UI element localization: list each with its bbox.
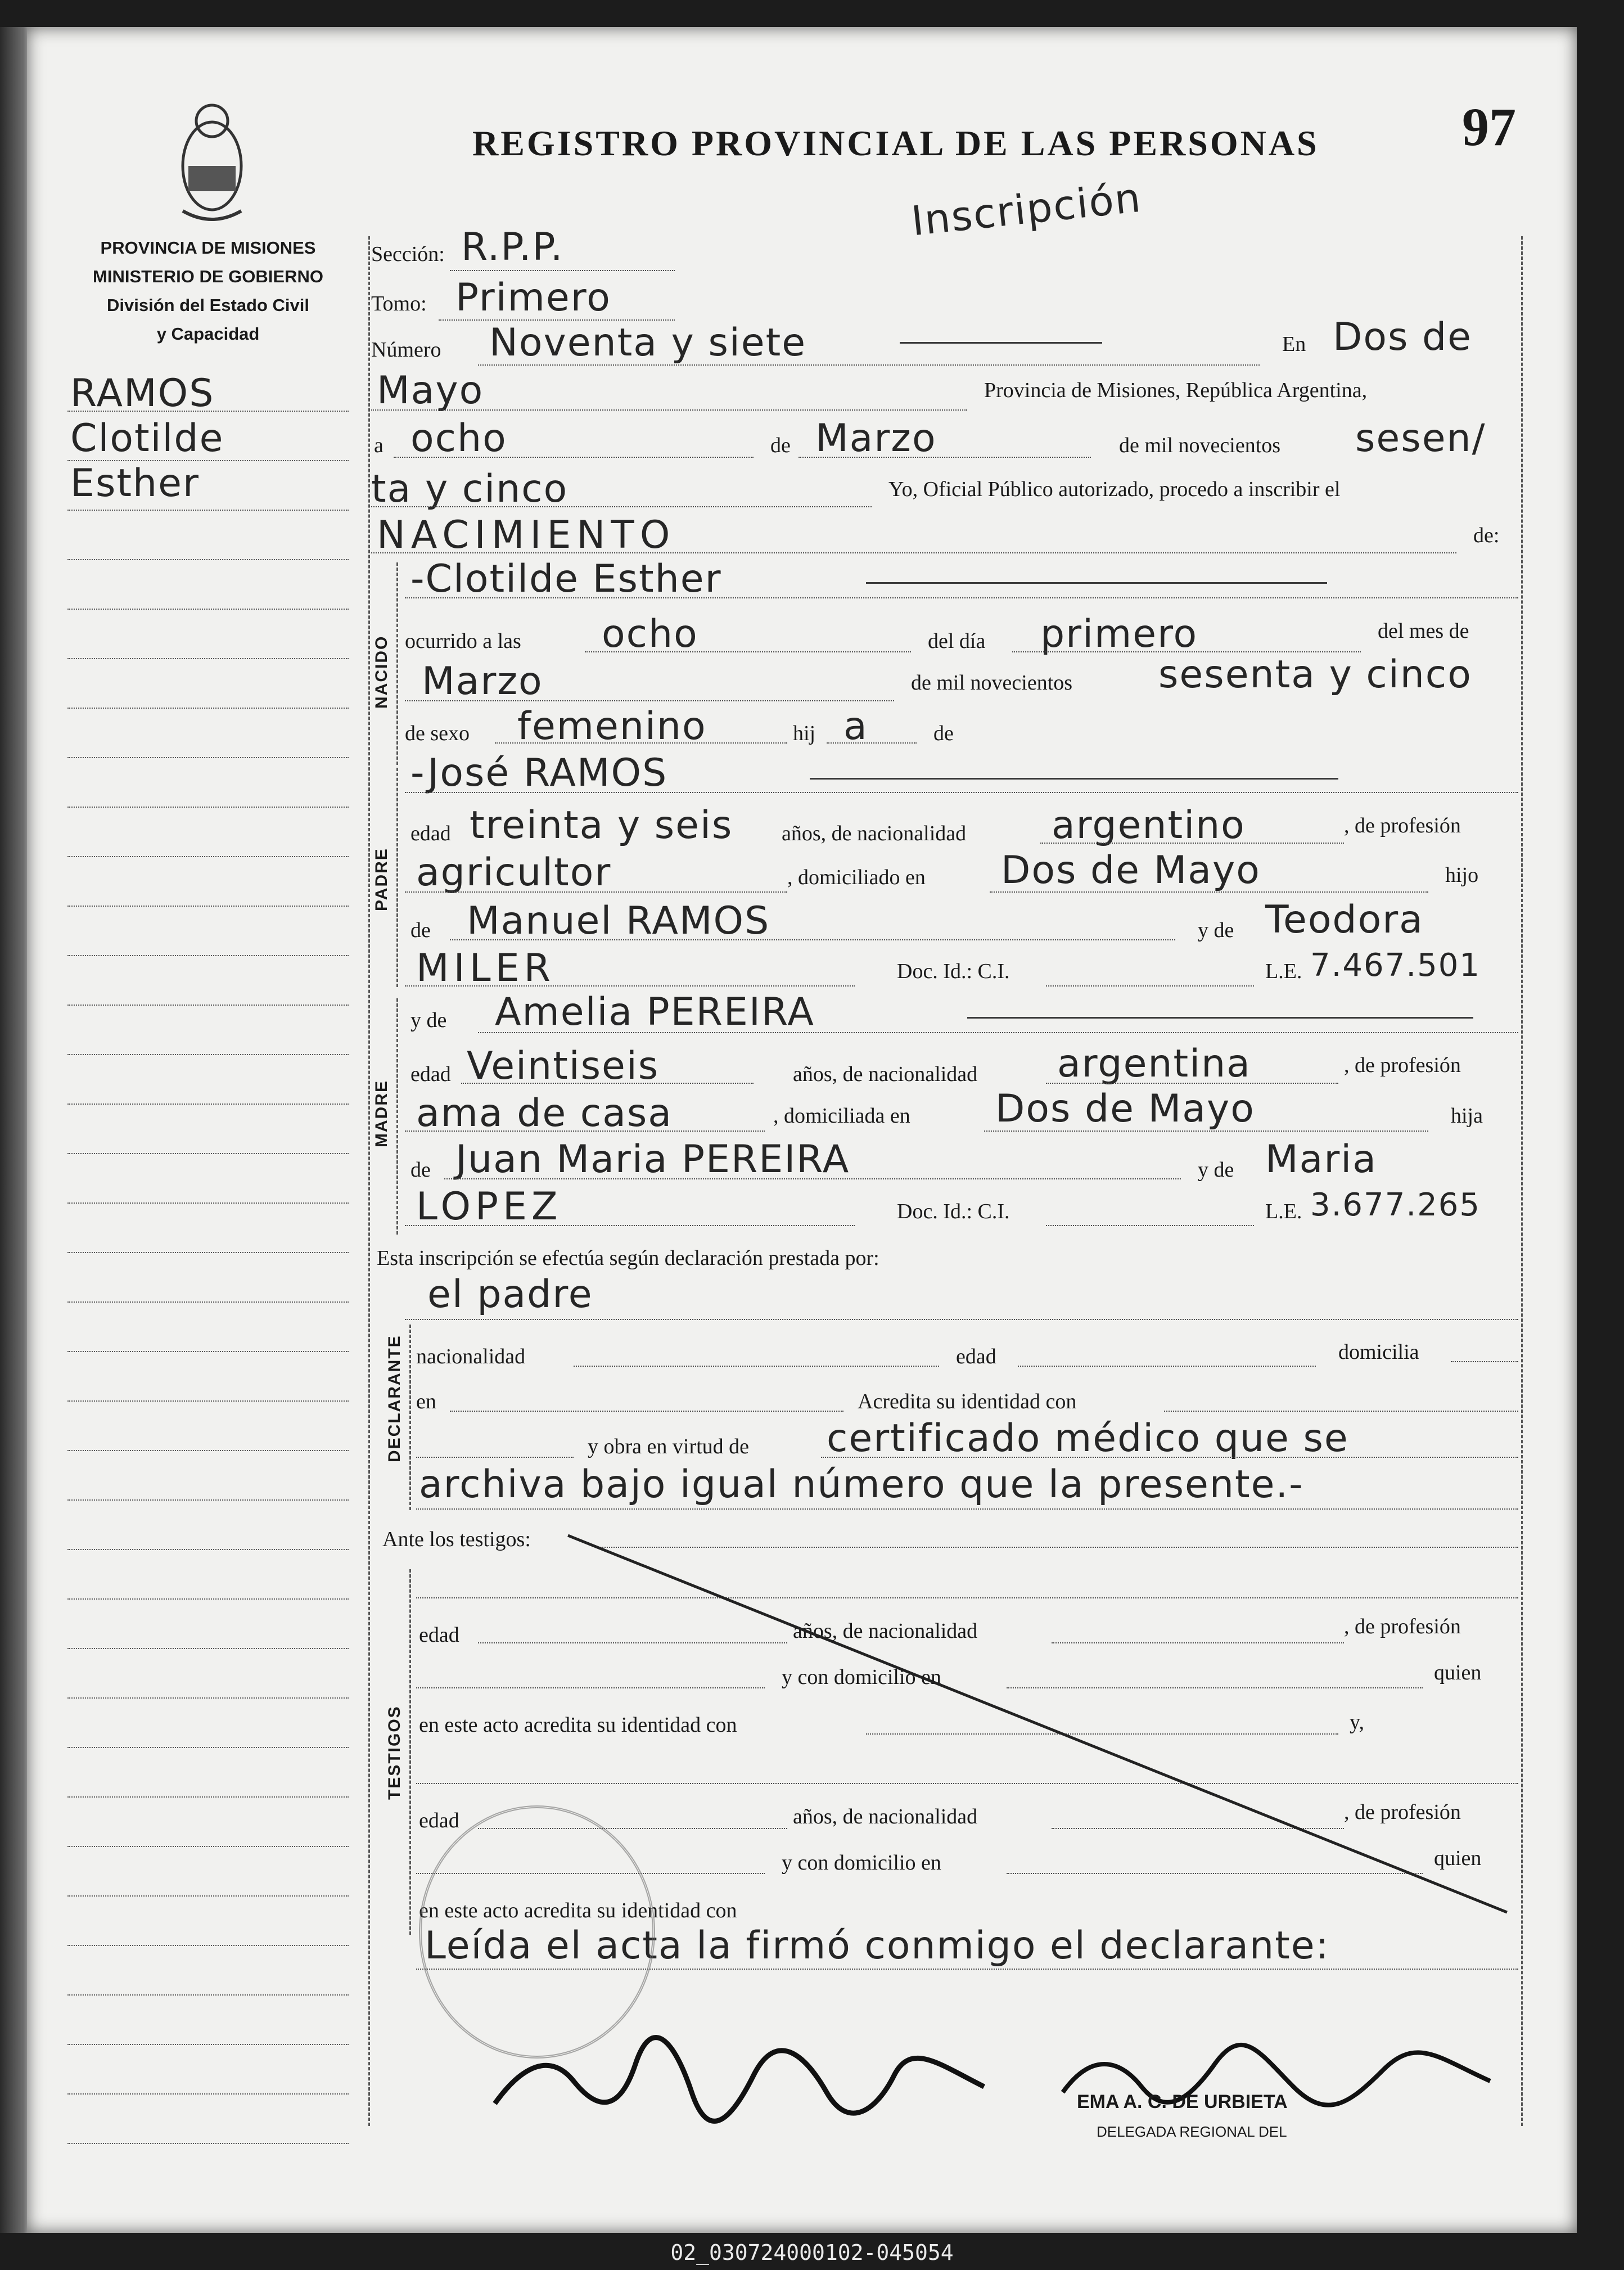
lugar-line bbox=[371, 409, 967, 411]
org-ministry: MINISTERIO DE GOBIERNO bbox=[93, 267, 323, 286]
abuela-pat-value-1: Teodora bbox=[1265, 898, 1424, 942]
t1-prof-label: , de profesión bbox=[1344, 1615, 1461, 1638]
padre-edad-label: edad bbox=[410, 822, 451, 845]
acto-value: NACIMIENTO bbox=[377, 513, 676, 557]
margin-ruled-line bbox=[67, 559, 349, 560]
testigos-divider bbox=[409, 1569, 411, 1935]
padre-domiciliado-label: , domiciliado en bbox=[787, 866, 926, 889]
domicilia-line bbox=[1451, 1361, 1518, 1362]
declarante-value: el padre bbox=[427, 1272, 593, 1317]
t2-edad-label: edad bbox=[419, 1809, 459, 1832]
nombre-line bbox=[405, 597, 1518, 598]
yo-label: Yo, Oficial Público autorizado, procedo a inscribir el bbox=[888, 478, 1341, 501]
abuelo-pat-value: Manuel RAMOS bbox=[467, 899, 770, 943]
abuela-mat-y-de-label: y de bbox=[1198, 1158, 1234, 1182]
anio-nac-value: sesenta y cinco bbox=[1158, 652, 1472, 697]
madre-docid-label: Doc. Id.: C.I. bbox=[897, 1200, 1010, 1223]
virtud-value-1: certificado médico que se bbox=[827, 1416, 1349, 1461]
margin-ruled-line bbox=[67, 955, 349, 956]
madre-side-label: MADRE bbox=[372, 1080, 391, 1147]
abuela-pat-value-2: MILER bbox=[416, 946, 555, 990]
padre-docid-label: Doc. Id.: C.I. bbox=[897, 960, 1010, 983]
t2-anios-label: años, de nacionalidad bbox=[793, 1805, 978, 1828]
t1-anios-label: años, de nacionalidad bbox=[793, 1619, 978, 1643]
margin-ruled-line bbox=[67, 658, 349, 659]
nacido-side-label: NACIDO bbox=[372, 635, 391, 709]
acto-line bbox=[371, 552, 1456, 553]
del-dia-label: del día bbox=[928, 629, 986, 653]
margin-ruled-line bbox=[67, 807, 349, 808]
dia-nac-value: primero bbox=[1040, 612, 1198, 656]
madre-le-value: 3.677.265 bbox=[1310, 1187, 1481, 1223]
margin-ruled-line bbox=[67, 1450, 349, 1451]
decl-en-line bbox=[450, 1411, 843, 1412]
margin-ruled-line bbox=[67, 411, 349, 412]
dia-value: ocho bbox=[410, 416, 507, 461]
decl-en-label: en bbox=[416, 1390, 436, 1413]
anio-line bbox=[371, 506, 872, 507]
anio-value-1: sesen/ bbox=[1355, 416, 1486, 461]
official-role: DELEGADA REGIONAL DEL bbox=[1097, 2123, 1287, 2140]
madre-ci-line bbox=[1046, 1225, 1254, 1226]
margin-firstname: Clotilde bbox=[70, 416, 224, 461]
hij-suffix-value: a bbox=[843, 704, 868, 749]
padre-profesion-label: , de profesión bbox=[1344, 814, 1461, 837]
abuelo-mat-line bbox=[444, 1178, 1181, 1179]
decl-edad-label: edad bbox=[956, 1345, 996, 1368]
abuelo-mat-value: Juan Maria PEREIRA bbox=[455, 1137, 850, 1182]
hija-label: hija bbox=[1451, 1104, 1483, 1128]
madre-prof-value: ama de casa bbox=[416, 1091, 673, 1136]
numero-value: Noventa y siete bbox=[489, 321, 807, 365]
margin-ruled-line bbox=[67, 1202, 349, 1204]
margin-ruled-line bbox=[67, 1747, 349, 1748]
nacido-divider bbox=[396, 562, 398, 765]
hij-line bbox=[827, 742, 917, 744]
margin-ruled-line bbox=[67, 1054, 349, 1055]
margin-ruled-line bbox=[67, 1252, 349, 1253]
margin-middlename: Esther bbox=[70, 461, 200, 506]
madre-anios-label: años, de nacionalidad bbox=[793, 1062, 978, 1086]
inscripcion-label: Esta inscripción se efectúa según declaración prestada por: bbox=[377, 1246, 879, 1270]
crossed-out-mark bbox=[562, 1530, 1518, 1918]
t1-y-label: y, bbox=[1350, 1710, 1365, 1734]
padre-edad-value: treinta y seis bbox=[470, 803, 733, 848]
lugar-value: Mayo bbox=[377, 368, 484, 413]
mes-value: Marzo bbox=[815, 416, 937, 461]
padre-ci-line bbox=[1046, 985, 1254, 987]
padre-le-label: L.E. bbox=[1265, 960, 1302, 983]
margin-ruled-line bbox=[67, 1598, 349, 1600]
madre-edad-label: edad bbox=[410, 1062, 451, 1086]
en-label: En bbox=[1282, 332, 1306, 356]
decl-edad-line bbox=[1018, 1366, 1316, 1367]
margin-ruled-line bbox=[67, 2044, 349, 2045]
madre-edad-line bbox=[461, 1083, 754, 1084]
issuing-organization bbox=[62, 233, 354, 348]
org-province: PROVINCIA DE MISIONES bbox=[100, 238, 316, 258]
madre-profesion-label: , de profesión bbox=[1344, 1053, 1461, 1077]
tomo-label: Tomo: bbox=[371, 292, 427, 316]
abuela-mat-line bbox=[405, 1225, 855, 1226]
official-seal-stamp bbox=[419, 1805, 655, 2059]
cierre-value: Leída el acta la firmó conmigo el declarante: bbox=[425, 1924, 1330, 1968]
nacionalidad-label: nacionalidad bbox=[416, 1345, 526, 1368]
t1-domicilio-label: y con domicilio en bbox=[782, 1665, 941, 1689]
abuela-pat-line bbox=[405, 985, 855, 987]
padre-le-value: 7.467.501 bbox=[1310, 947, 1481, 984]
margin-ruled-line bbox=[67, 1153, 349, 1154]
padre-prof-value: agricultor bbox=[416, 850, 612, 895]
sexo-value: femenino bbox=[517, 704, 707, 749]
margin-ruled-line bbox=[67, 2143, 349, 2144]
abuela-mat-value-1: Maria bbox=[1265, 1137, 1377, 1182]
coat-of-arms-emblem bbox=[172, 98, 253, 228]
virtud-line-1 bbox=[821, 1457, 1518, 1458]
margin-ruled-line bbox=[67, 1549, 349, 1550]
seccion-label: Sección: bbox=[371, 242, 445, 266]
provincia-label: Provincia de Misiones, República Argentina, bbox=[984, 379, 1368, 402]
org-division: División del Estado Civil bbox=[106, 295, 310, 315]
mes-nac-value: Marzo bbox=[422, 659, 543, 704]
padre-side-label: PADRE bbox=[372, 848, 391, 911]
de-hij-label: de bbox=[933, 722, 954, 745]
margin-ruled-line bbox=[67, 1796, 349, 1798]
abuelo-mat-de-label: de bbox=[410, 1158, 431, 1182]
mil-novecientos-label: de mil novecientos bbox=[1119, 434, 1281, 457]
hora-line bbox=[585, 651, 911, 652]
abuela-mat-value-2: LOPEZ bbox=[416, 1184, 562, 1229]
declarant-signature bbox=[489, 2030, 995, 2132]
en-value: Dos de bbox=[1333, 315, 1473, 359]
abuelo-pat-line bbox=[450, 939, 1175, 940]
abuela-pat-y-de-label: y de bbox=[1198, 918, 1234, 942]
madre-dom-value: Dos de Mayo bbox=[995, 1087, 1255, 1131]
margin-ruled-line bbox=[67, 510, 349, 511]
madre-prof-line bbox=[405, 1131, 765, 1132]
org-division-2: y Capacidad bbox=[156, 324, 260, 344]
madre-edad-value: Veintiseis bbox=[467, 1044, 660, 1088]
margin-ruled-line bbox=[67, 1895, 349, 1897]
margin-ruled-line bbox=[67, 1301, 349, 1303]
padre-prof-line bbox=[405, 891, 787, 893]
madre-nac-value: argentina bbox=[1057, 1042, 1251, 1086]
declarante-divider bbox=[409, 1325, 411, 1510]
testigos-side-label: TESTIGOS bbox=[385, 1705, 404, 1800]
hora-value: ocho bbox=[602, 612, 698, 656]
a-label: a bbox=[374, 434, 384, 457]
madre-le-label: L.E. bbox=[1265, 1200, 1302, 1223]
margin-ruled-line bbox=[67, 609, 349, 610]
margin-ruled-line bbox=[67, 757, 349, 758]
mil-novecientos-2-label: de mil novecientos bbox=[911, 671, 1073, 695]
obra-blank-line bbox=[416, 1457, 574, 1458]
margin-ruled-line bbox=[67, 1945, 349, 1946]
declarante-side-label: DECLARANTE bbox=[385, 1335, 404, 1462]
margin-ruled-line bbox=[67, 1351, 349, 1352]
margin-ruled-line bbox=[67, 1697, 349, 1699]
t2-quien-label: quien bbox=[1434, 1846, 1482, 1870]
form-right-border bbox=[1521, 236, 1523, 2126]
de-colon-label: de: bbox=[1473, 524, 1500, 547]
margin-ruled-line bbox=[67, 1648, 349, 1649]
virtud-line-2 bbox=[416, 1508, 1518, 1510]
margin-ruled-line bbox=[67, 460, 349, 461]
nombre-value: -Clotilde Esther bbox=[410, 557, 722, 601]
sexo-label: de sexo bbox=[405, 722, 470, 745]
t2-prof-label: , de profesión bbox=[1344, 1800, 1461, 1824]
page-number: 97 bbox=[1462, 97, 1516, 157]
official-name: EMA A. C. DE URBIETA bbox=[1077, 2091, 1288, 2113]
madre-y-de-label: y de bbox=[410, 1008, 447, 1032]
t1-edad-label: edad bbox=[419, 1623, 459, 1647]
madre-value: Amelia PEREIRA bbox=[495, 990, 815, 1034]
padre-line bbox=[405, 792, 1518, 793]
domicilia-label: domicilia bbox=[1338, 1340, 1419, 1364]
t1-acredita-label: en este acto acredita su identidad con bbox=[419, 1713, 737, 1737]
padre-value: -José RAMOS bbox=[410, 751, 668, 795]
nombre-dash bbox=[866, 582, 1327, 584]
numero-label: Número bbox=[371, 338, 441, 362]
del-mes-label: del mes de bbox=[1378, 619, 1469, 643]
virtud-value-2: archiva bajo igual número que la presente.- bbox=[419, 1462, 1304, 1507]
madre-dom-line bbox=[984, 1131, 1428, 1132]
mes-line bbox=[799, 457, 1091, 458]
numero-dash bbox=[900, 342, 1102, 344]
numero-line bbox=[478, 364, 1260, 366]
form-left-border bbox=[368, 236, 370, 2126]
padre-nac-value: argentino bbox=[1052, 803, 1246, 848]
footer-image-code: 02_030724000102-045054 bbox=[0, 2236, 1624, 2270]
declarante-line bbox=[405, 1319, 1518, 1320]
anio-value-2: ta y cinco bbox=[371, 467, 569, 511]
margin-ruled-line bbox=[67, 906, 349, 907]
ocurrido-label: ocurrido a las bbox=[405, 629, 521, 653]
hijo-label: hijo bbox=[1445, 863, 1479, 887]
page-title: REGISTRO PROVINCIAL DE LAS PERSONAS bbox=[472, 123, 1319, 163]
abuelo-pat-de-label: de bbox=[410, 918, 431, 942]
de-label: de bbox=[770, 434, 791, 457]
madre-nac-line bbox=[1046, 1083, 1338, 1084]
madre-divider bbox=[396, 998, 398, 1235]
header-annotation: Inscripción bbox=[909, 173, 1144, 245]
margin-ruled-line bbox=[67, 856, 349, 857]
margin-ruled-line bbox=[67, 2093, 349, 2095]
margin-surname: RAMOS bbox=[70, 371, 215, 416]
padre-dom-line bbox=[990, 891, 1428, 893]
seccion-line bbox=[450, 270, 675, 271]
seccion-value: R.P.P. bbox=[461, 225, 564, 269]
dia-line bbox=[394, 457, 754, 458]
margin-ruled-line bbox=[67, 1499, 349, 1501]
obra-label: y obra en virtud de bbox=[588, 1435, 750, 1458]
ante-testigos-label: Ante los testigos: bbox=[382, 1528, 531, 1551]
mes-nac-line bbox=[405, 700, 894, 701]
hij-label: hij bbox=[793, 722, 816, 745]
padre-dash bbox=[810, 778, 1338, 780]
nacionalidad-line bbox=[574, 1366, 939, 1367]
madre-dash bbox=[967, 1017, 1473, 1019]
margin-ruled-line bbox=[67, 1005, 349, 1006]
t1-quien-label: quien bbox=[1434, 1661, 1482, 1685]
acredita-label: Acredita su identidad con bbox=[858, 1390, 1077, 1413]
t2-acredita-label: en este acto acredita su identidad con bbox=[419, 1899, 737, 1922]
sexo-line bbox=[495, 742, 787, 744]
madre-line bbox=[478, 1032, 1518, 1033]
tomo-value: Primero bbox=[455, 276, 611, 320]
margin-ruled-line bbox=[67, 1994, 349, 1996]
acredita-line bbox=[1164, 1411, 1518, 1412]
madre-domiciliada-label: , domiciliada en bbox=[773, 1104, 910, 1128]
margin-ruled-line bbox=[67, 1104, 349, 1105]
padre-divider bbox=[396, 768, 398, 987]
padre-nac-line bbox=[1040, 843, 1344, 844]
margin-ruled-line bbox=[67, 708, 349, 709]
t2-domicilio-label: y con domicilio en bbox=[782, 1851, 941, 1875]
margin-ruled-line bbox=[67, 1846, 349, 1847]
padre-anios-label: años, de nacionalidad bbox=[782, 822, 967, 845]
margin-ruled-line bbox=[67, 1400, 349, 1402]
padre-dom-value: Dos de Mayo bbox=[1001, 848, 1261, 893]
